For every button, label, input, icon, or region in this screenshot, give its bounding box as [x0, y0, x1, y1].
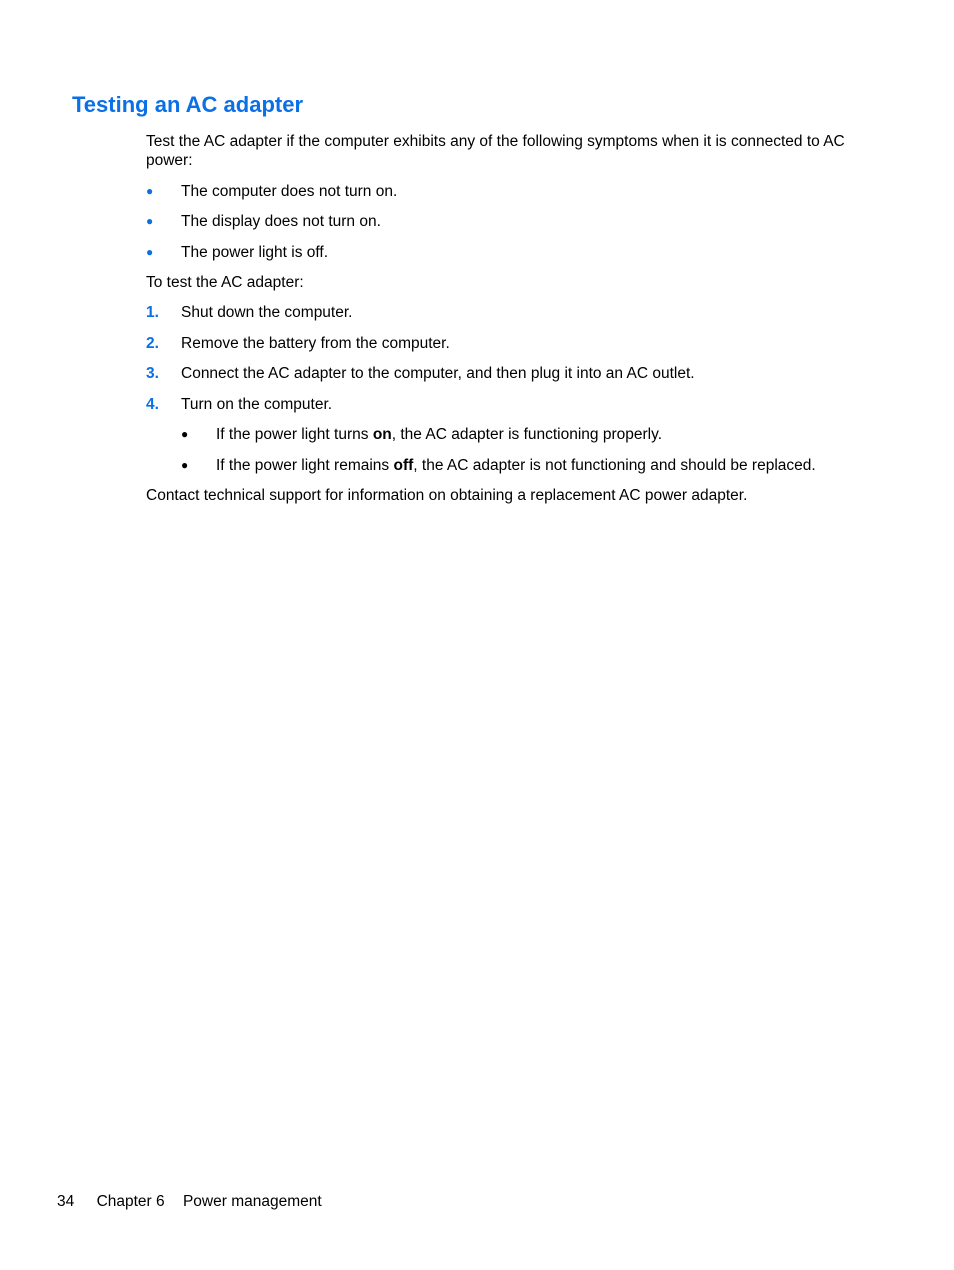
chapter-title: Power management: [182, 1193, 322, 1210]
bullet-icon: ●: [146, 184, 154, 198]
text-run: , the AC adapter is not functioning and should be replaced.: [413, 457, 816, 474]
bullet-icon: ●: [181, 458, 189, 472]
intro-paragraph: Test the AC adapter if the computer exhibits any of the following symptoms when it is connected to AC power:: [146, 133, 845, 169]
list-item-text: The display does not turn on.: [181, 213, 381, 230]
closing-paragraph: Contact technical support for information on obtaining a replacement AC power adapter.: [146, 487, 748, 504]
text-run: If the power light remains: [216, 457, 394, 474]
step-number: 4.: [146, 396, 159, 413]
bullet-icon: ●: [181, 427, 189, 441]
steps-intro: To test the AC adapter:: [146, 274, 304, 291]
list-item-text: [216, 456, 816, 475]
emphasis-text: on: [372, 426, 392, 443]
page-footer: [57, 1192, 322, 1211]
step-text: Connect the AC adapter to the computer, and then plug it into an AC outlet.: [181, 365, 695, 382]
chapter-label: Chapter 6: [96, 1193, 165, 1210]
step-text: Turn on the computer.: [181, 396, 333, 413]
step-text: Shut down the computer.: [181, 304, 353, 321]
step-text: Remove the battery from the computer.: [181, 335, 450, 352]
emphasis-text: off: [393, 457, 414, 474]
list-item-text: [216, 425, 662, 444]
list-item-text: The power light is off.: [181, 244, 329, 261]
step-number: 2.: [146, 335, 159, 352]
text-run: If the power light turns: [216, 426, 373, 443]
page-number: 34: [57, 1193, 75, 1210]
text-run: , the AC adapter is functioning properly.: [391, 426, 663, 443]
list-item-text: The computer does not turn on.: [181, 183, 398, 200]
bullet-icon: ●: [146, 214, 154, 228]
step-number: 3.: [146, 365, 159, 382]
step-number: 1.: [146, 304, 159, 321]
bullet-icon: ●: [146, 245, 154, 259]
section-heading: Testing an AC adapter: [72, 92, 304, 117]
